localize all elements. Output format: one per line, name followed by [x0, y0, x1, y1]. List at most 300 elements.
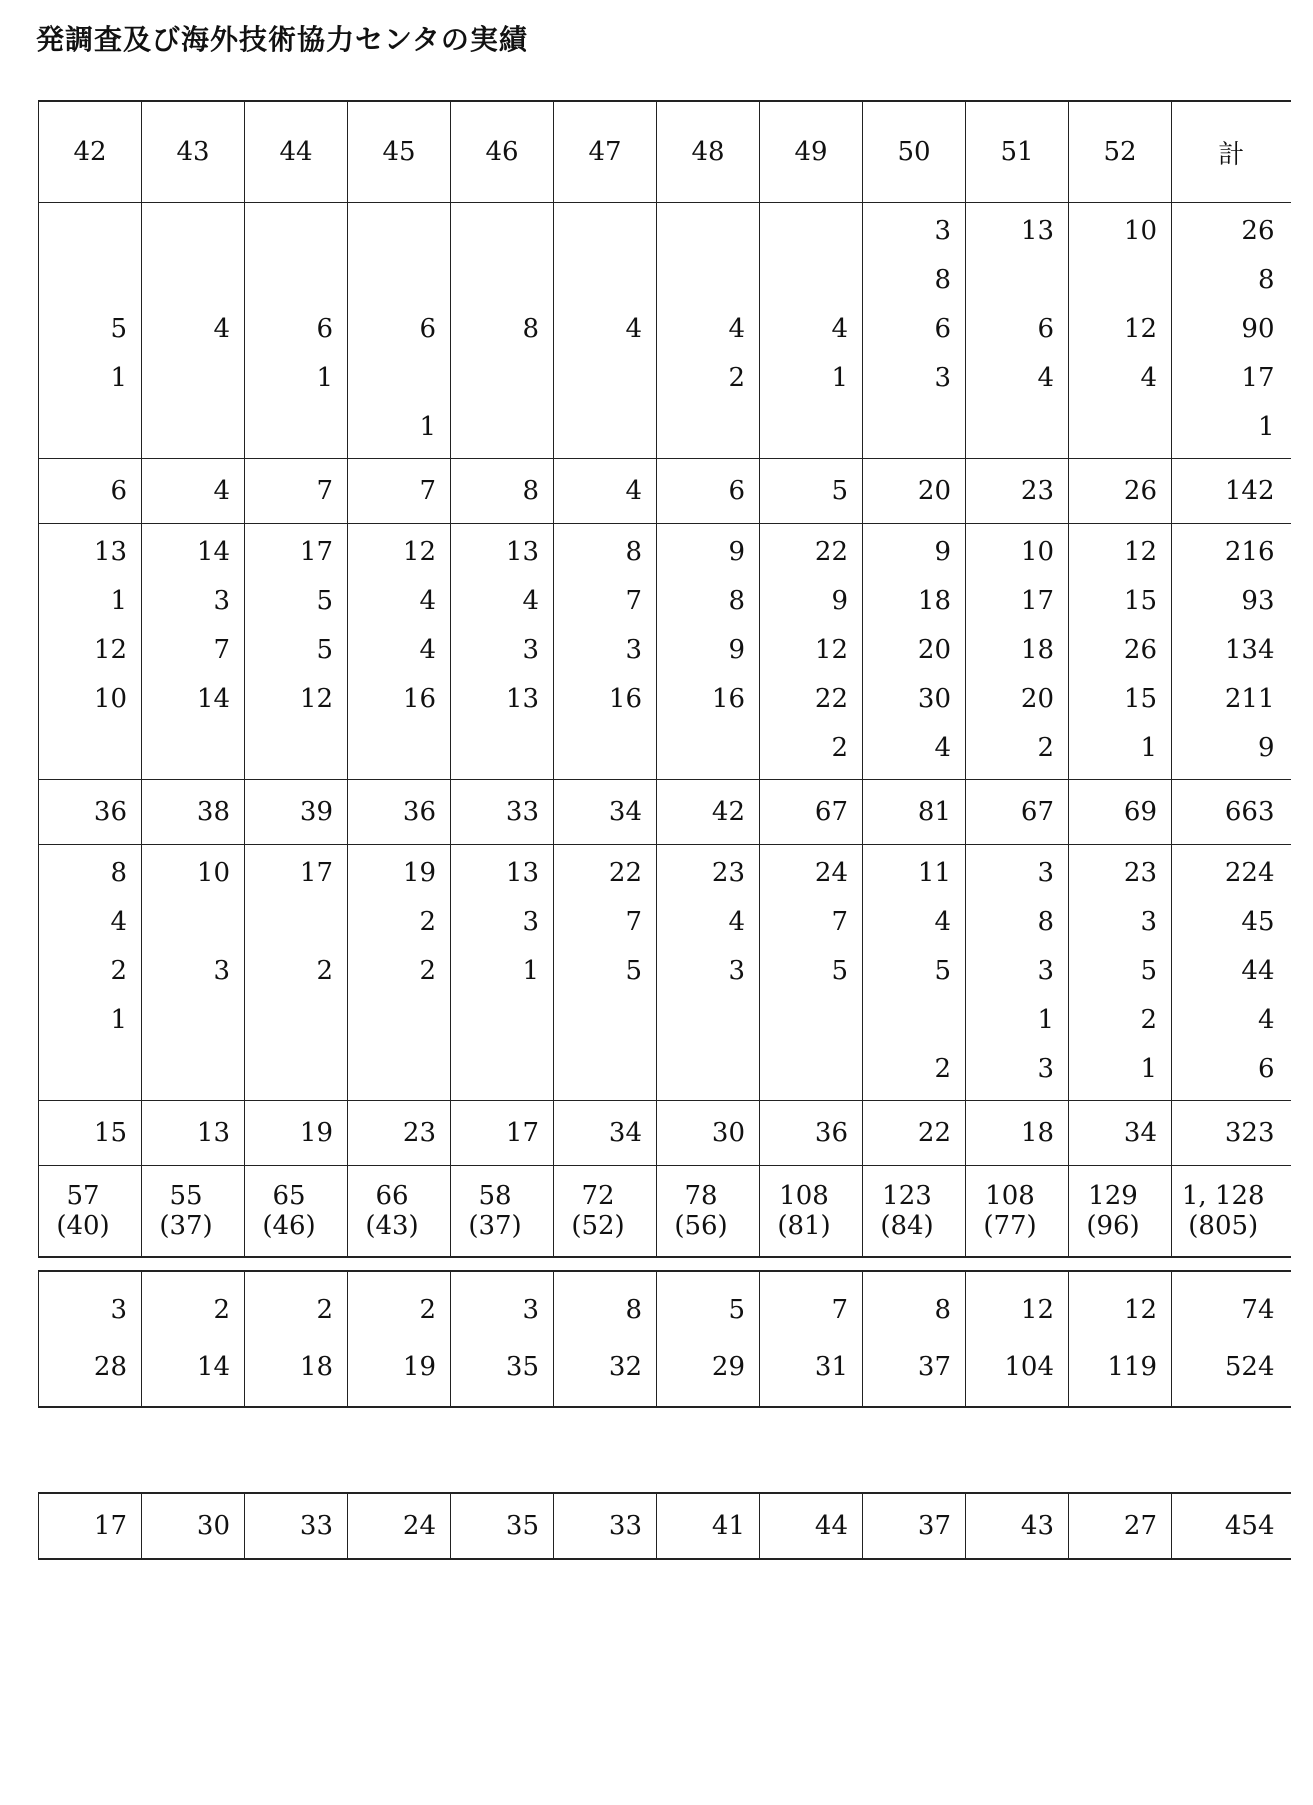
subtotal-row	[39, 780, 1291, 845]
cell-value: 7	[419, 476, 436, 506]
cell-value: 2	[419, 1295, 436, 1325]
table-cell	[39, 1101, 142, 1166]
cell-value: 8	[1037, 907, 1054, 937]
cell-value: 3	[1140, 907, 1157, 937]
cell-value: 8	[625, 1295, 642, 1325]
cell-value	[142, 207, 230, 256]
cell-value: 134	[1224, 635, 1275, 665]
table-cell	[142, 459, 245, 524]
cell-value: 13	[1020, 216, 1054, 246]
table-cell	[966, 459, 1069, 524]
cell-value: 93	[1241, 586, 1275, 616]
table-cell	[451, 1493, 554, 1559]
cell-value: 19	[402, 1352, 436, 1382]
cell-value: 58	[478, 1181, 512, 1211]
total-cell	[245, 1166, 348, 1258]
cell-value: 72	[581, 1181, 615, 1211]
data-block	[39, 203, 1291, 459]
cell-value: 15	[1123, 586, 1157, 616]
cell-value: 33	[299, 1511, 333, 1541]
table-cell	[348, 524, 451, 780]
cell-value: (37)	[468, 1211, 522, 1241]
cell-value: (46)	[262, 1211, 316, 1241]
cell-value	[760, 1045, 848, 1094]
header-row	[39, 101, 1291, 203]
table-cell	[1069, 203, 1172, 459]
cell-value: 12	[1123, 537, 1157, 567]
table-cell	[142, 1101, 245, 1166]
cell-value	[451, 256, 539, 305]
cell-value: 2	[831, 733, 848, 763]
cell-value: 31	[814, 1352, 848, 1382]
table-cell	[760, 845, 863, 1101]
table-cell	[348, 459, 451, 524]
total-cell	[1172, 1166, 1291, 1258]
cell-value: 4	[934, 907, 951, 937]
cell-value: 5	[625, 956, 642, 986]
cell-value: 8	[934, 1295, 951, 1325]
cell-value: 5	[316, 635, 333, 665]
cell-value: 55	[169, 1181, 203, 1211]
cell-value	[245, 996, 333, 1045]
cell-value: 1	[316, 363, 333, 393]
cell-value: 10	[196, 858, 230, 888]
table-cell	[245, 780, 348, 845]
cell-value: (52)	[571, 1211, 625, 1241]
cell-value	[966, 256, 1054, 305]
cell-value: 44	[814, 1511, 848, 1541]
table-cell	[657, 845, 760, 1101]
cell-value	[554, 1045, 642, 1094]
table-cell	[1069, 524, 1172, 780]
cell-value: 10	[1123, 216, 1157, 246]
cell-value: 37	[917, 1352, 951, 1382]
data-block	[39, 845, 1291, 1101]
cell-value: 24	[402, 1511, 436, 1541]
cell-value: 12	[299, 684, 333, 714]
grand-total-row	[39, 1166, 1291, 1258]
cell-value: 6	[934, 314, 951, 344]
cell-value: 18	[1020, 1118, 1054, 1148]
cell-value	[451, 354, 539, 403]
table-cell	[39, 1493, 142, 1559]
cell-value: 2	[110, 956, 127, 986]
table-cell	[348, 1493, 451, 1559]
cell-value	[760, 996, 848, 1045]
cell-value: 17	[1020, 586, 1054, 616]
cell-value: 12	[93, 635, 127, 665]
subtotal-row	[39, 1101, 1291, 1166]
cell-value: 211	[1224, 684, 1275, 714]
cell-value: 19	[402, 858, 436, 888]
table-cell	[554, 780, 657, 845]
cell-value: 17	[299, 858, 333, 888]
cell-value: 119	[1107, 1352, 1157, 1382]
table-cell	[1172, 780, 1291, 845]
table-cell	[1172, 1271, 1291, 1407]
table-cell	[760, 203, 863, 459]
cell-value: 4	[625, 314, 642, 344]
cell-value: 142	[1224, 476, 1275, 506]
cell-value: 14	[196, 1352, 230, 1382]
cell-value: 67	[1020, 797, 1054, 827]
table-cell	[966, 1493, 1069, 1559]
cell-value	[142, 724, 230, 773]
cell-value: 22	[814, 537, 848, 567]
cell-value	[451, 996, 539, 1045]
cell-value: 1	[110, 1005, 127, 1035]
cell-value: 3	[213, 586, 230, 616]
cell-value: 6	[728, 476, 745, 506]
cell-value: 22	[917, 1118, 951, 1148]
table-cell	[348, 780, 451, 845]
cell-value: (56)	[674, 1211, 728, 1241]
table-cell	[554, 1101, 657, 1166]
cell-value: 26	[1241, 216, 1275, 246]
table-cell	[451, 1271, 554, 1407]
cell-value: (40)	[56, 1211, 110, 1241]
cell-value: 22	[814, 684, 848, 714]
cell-value: 15	[93, 1118, 127, 1148]
cell-value: 7	[625, 907, 642, 937]
cell-value: (43)	[365, 1211, 419, 1241]
cell-value: 9	[728, 537, 745, 567]
cell-value: 3	[728, 956, 745, 986]
cell-value: 6	[110, 476, 127, 506]
cell-value: 11	[917, 858, 951, 888]
table-cell	[554, 1493, 657, 1559]
table-row	[39, 1493, 1291, 1559]
cell-value	[863, 403, 951, 452]
header-cell: 51	[966, 101, 1069, 203]
total-cell	[554, 1166, 657, 1258]
cell-value: 6	[316, 314, 333, 344]
cell-value: 5	[1140, 956, 1157, 986]
cell-value: 4	[934, 733, 951, 763]
cell-value: 18	[917, 586, 951, 616]
cell-value: 20	[1020, 684, 1054, 714]
cell-value: (84)	[880, 1211, 934, 1241]
cell-value: 323	[1224, 1118, 1275, 1148]
cell-value	[245, 403, 333, 452]
cell-value: 4	[1257, 1005, 1275, 1035]
table-row	[39, 1271, 1291, 1407]
table-cell	[348, 1271, 451, 1407]
cell-value: 4	[522, 586, 539, 616]
cell-value: 13	[93, 537, 127, 567]
cell-value: 1	[1140, 1054, 1157, 1084]
total-cell	[863, 1166, 966, 1258]
cell-value: 16	[402, 684, 436, 714]
table-cell	[863, 524, 966, 780]
header-cell: 49	[760, 101, 863, 203]
cell-value: 7	[625, 586, 642, 616]
cell-value: 4	[728, 907, 745, 937]
table-cell	[966, 203, 1069, 459]
table-cell	[1069, 1493, 1172, 1559]
cell-value	[760, 207, 848, 256]
cell-value: 7	[213, 635, 230, 665]
cell-value: 12	[1020, 1295, 1054, 1325]
table-cell	[554, 203, 657, 459]
header-cell: 42	[39, 101, 142, 203]
cell-value: 65	[272, 1181, 306, 1211]
cell-value	[657, 996, 745, 1045]
cell-value	[657, 1045, 745, 1094]
cell-value: 13	[505, 684, 539, 714]
cell-value: 5	[728, 1295, 745, 1325]
cell-value: 12	[814, 635, 848, 665]
cell-value	[657, 403, 745, 452]
table-cell	[657, 524, 760, 780]
cell-value: 38	[196, 797, 230, 827]
cell-value: 12	[1123, 1295, 1157, 1325]
cell-value: 9	[831, 586, 848, 616]
cell-value: 35	[505, 1511, 539, 1541]
table-cell	[966, 1271, 1069, 1407]
cell-value	[142, 898, 230, 947]
cell-value: 5	[934, 956, 951, 986]
cell-value	[1069, 403, 1157, 452]
table-cell	[451, 203, 554, 459]
cell-value: 30	[917, 684, 951, 714]
cell-value: 2	[1140, 1005, 1157, 1035]
cell-value: 16	[711, 684, 745, 714]
cell-value: 37	[917, 1511, 951, 1541]
header-cell: 50	[863, 101, 966, 203]
header-cell: 45	[348, 101, 451, 203]
cell-value	[554, 354, 642, 403]
cell-value: 8	[934, 265, 951, 295]
cell-value: 33	[608, 1511, 642, 1541]
total-cell	[348, 1166, 451, 1258]
cooperation-table	[38, 1270, 1291, 1408]
cell-value: 23	[1020, 476, 1054, 506]
table-cell	[245, 1101, 348, 1166]
cell-value: 5	[831, 476, 848, 506]
header-cell: 48	[657, 101, 760, 203]
cell-value: 108	[779, 1181, 829, 1211]
cell-value: 35	[505, 1352, 539, 1382]
table-cell	[348, 203, 451, 459]
cell-value: 2	[728, 363, 745, 393]
cell-value: 66	[375, 1181, 409, 1211]
table-cell	[760, 1271, 863, 1407]
cell-value: 43	[1020, 1511, 1054, 1541]
cell-value: 4	[110, 907, 127, 937]
cell-value	[245, 898, 333, 947]
cell-value: 3	[1037, 1054, 1054, 1084]
table-cell	[39, 203, 142, 459]
cell-value	[39, 256, 127, 305]
cell-value	[39, 724, 127, 773]
cell-value: 44	[1241, 956, 1275, 986]
cell-value: 1	[419, 412, 436, 442]
table-cell	[760, 1101, 863, 1166]
cell-value: 41	[711, 1511, 745, 1541]
cell-value: 14	[196, 684, 230, 714]
cell-value: 19	[299, 1118, 333, 1148]
table-cell	[1069, 780, 1172, 845]
cell-value	[142, 256, 230, 305]
cell-value: (805)	[1188, 1211, 1259, 1241]
cell-value: 5	[316, 586, 333, 616]
cell-value: 1	[831, 363, 848, 393]
table-cell	[966, 845, 1069, 1101]
table-cell	[245, 1271, 348, 1407]
cell-value: 1	[1140, 733, 1157, 763]
table-cell	[1069, 845, 1172, 1101]
total-cell	[142, 1166, 245, 1258]
cell-value: 10	[93, 684, 127, 714]
table-cell	[760, 1493, 863, 1559]
cell-value: (37)	[159, 1211, 213, 1241]
table-cell	[348, 845, 451, 1101]
table-cell	[451, 1101, 554, 1166]
cell-value: 39	[299, 797, 333, 827]
cell-value: 6	[419, 314, 436, 344]
cell-value	[348, 256, 436, 305]
table-cell	[1069, 459, 1172, 524]
cell-value: 69	[1123, 797, 1157, 827]
cell-value	[142, 403, 230, 452]
cell-value: (96)	[1086, 1211, 1140, 1241]
table-cell	[245, 524, 348, 780]
cell-value	[760, 256, 848, 305]
cell-value: 2	[419, 907, 436, 937]
cell-value: 15	[1123, 684, 1157, 714]
total-cell	[39, 1166, 142, 1258]
cell-value	[554, 207, 642, 256]
table-cell	[657, 203, 760, 459]
cell-value: 8	[625, 537, 642, 567]
cell-value: 18	[1020, 635, 1054, 665]
cell-value: 4	[419, 586, 436, 616]
subtotal-row	[39, 459, 1291, 524]
cell-value: 23	[711, 858, 745, 888]
cell-value: 17	[299, 537, 333, 567]
table-cell	[1069, 1271, 1172, 1407]
total-cell	[657, 1166, 760, 1258]
cell-value: 34	[608, 1118, 642, 1148]
cell-value	[348, 1045, 436, 1094]
cell-value: 4	[831, 314, 848, 344]
cell-value: (81)	[777, 1211, 831, 1241]
cell-value	[451, 1045, 539, 1094]
cell-value	[1069, 256, 1157, 305]
cell-value: 20	[917, 476, 951, 506]
table-cell	[142, 845, 245, 1101]
cell-value: 74	[1241, 1295, 1275, 1325]
table-cell	[966, 780, 1069, 845]
header-cell: 43	[142, 101, 245, 203]
cell-value	[451, 403, 539, 452]
cell-value: 10	[1020, 537, 1054, 567]
cell-value: 7	[831, 1295, 848, 1325]
table-cell	[245, 203, 348, 459]
cell-value: 18	[299, 1352, 333, 1382]
header-cell: 46	[451, 101, 554, 203]
cell-value: 224	[1224, 858, 1275, 888]
cell-value: 90	[1241, 314, 1275, 344]
cell-value: 3	[213, 956, 230, 986]
cell-value: 4	[625, 476, 642, 506]
cell-value: 454	[1224, 1511, 1275, 1541]
cell-value	[245, 207, 333, 256]
cell-value: 9	[934, 537, 951, 567]
cell-value: 1	[110, 363, 127, 393]
table-cell	[39, 845, 142, 1101]
cell-value: 13	[505, 858, 539, 888]
cell-value: 36	[93, 797, 127, 827]
page-title: 発調査及び海外技術協力センタの実績	[36, 23, 528, 56]
cell-value: 28	[93, 1352, 127, 1382]
table-cell	[863, 203, 966, 459]
cell-value: 30	[196, 1511, 230, 1541]
table-cell	[657, 1493, 760, 1559]
cell-value: 3	[625, 635, 642, 665]
total-cell	[451, 1166, 554, 1258]
cell-value	[554, 256, 642, 305]
table-cell	[451, 524, 554, 780]
data-block	[39, 524, 1291, 780]
cell-value: 3	[110, 1295, 127, 1325]
header-cell: 計	[1172, 101, 1291, 203]
cell-value	[657, 207, 745, 256]
cell-value: 42	[711, 797, 745, 827]
cell-value: 4	[419, 635, 436, 665]
total-cell	[760, 1166, 863, 1258]
table-cell	[1172, 1101, 1291, 1166]
table-cell	[966, 1101, 1069, 1166]
cell-value	[451, 207, 539, 256]
cell-value: 17	[93, 1511, 127, 1541]
table-cell	[863, 1271, 966, 1407]
table-cell	[966, 524, 1069, 780]
table-cell	[760, 780, 863, 845]
cell-value: 3	[1037, 858, 1054, 888]
cell-value: 6	[1037, 314, 1054, 344]
cell-value	[348, 724, 436, 773]
cell-value: 16	[608, 684, 642, 714]
table-cell	[554, 1271, 657, 1407]
table-cell	[142, 1271, 245, 1407]
cell-value: 129	[1088, 1181, 1138, 1211]
cell-value: 9	[728, 635, 745, 665]
cell-value: 23	[402, 1118, 436, 1148]
table-cell	[245, 459, 348, 524]
cell-value: 81	[917, 797, 951, 827]
table-cell	[39, 1271, 142, 1407]
total-cell	[1069, 1166, 1172, 1258]
table-cell	[142, 203, 245, 459]
cell-value	[657, 724, 745, 773]
cell-value: 3	[934, 216, 951, 246]
cell-value: 663	[1224, 797, 1275, 827]
cell-value	[142, 996, 230, 1045]
table-cell	[1172, 203, 1291, 459]
cell-value: 1	[1257, 412, 1275, 442]
cell-value: 5	[831, 956, 848, 986]
cell-value: 32	[608, 1352, 642, 1382]
cell-value	[657, 256, 745, 305]
cell-value: 108	[985, 1181, 1035, 1211]
table-cell	[863, 459, 966, 524]
cell-value: 13	[505, 537, 539, 567]
table-cell	[1172, 1493, 1291, 1559]
cell-value: 2	[213, 1295, 230, 1325]
cell-value	[554, 996, 642, 1045]
